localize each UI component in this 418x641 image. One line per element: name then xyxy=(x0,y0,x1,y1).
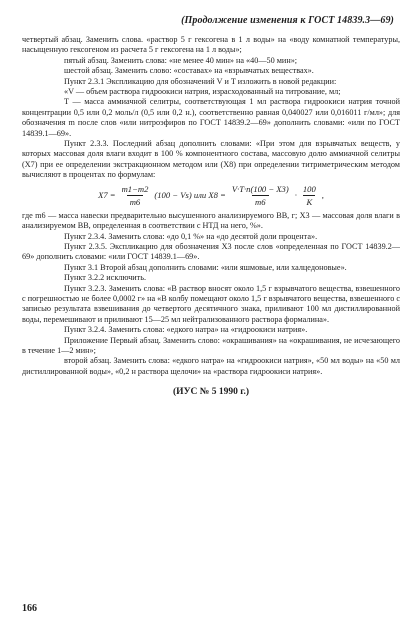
paragraph-7: Пункт 2.3.3. Последний абзац дополнить словами: «При этом для взрывчатых веществ, у которых массовая доля влаги входит в 100 % компонентного состава, массовую долю аммиачной селитры (X7) при ее определении экстракционном методом или (X8) при определении титриметрическим методом вычисляют в процентах по формулам: xyxy=(22,139,400,180)
paragraph-13: Пункт 3.2.3. Заменить слова: «В раствор вносят около 1,5 г взрывчатого вещества, взвешенного с погрешностью не более 0,0002 г» на «В колбу помещают около 1,5 г взрывчатого вещества, взвешенного с записью результата взвешивания до четвертого десятичного знака, приливают 100 мл дистиллированной воды, перемешивают и приливают 15—25 мл нейтрализованного раствора формалина». xyxy=(22,283,400,324)
formula-middle: (100 − Vs) или X8 = xyxy=(154,190,226,201)
document-body xyxy=(22,35,400,398)
paragraph-3: шестой абзац. Заменить слово: «составах» на «взрывчатых веществах». xyxy=(64,66,314,76)
fraction-3-numerator: 100 xyxy=(302,183,316,194)
fraction-1-denominator: m6 xyxy=(127,195,144,207)
fraction-1 xyxy=(119,184,152,208)
paragraph-15: Приложение Первый абзац. Заменить слово: «окрашивания» на «окрашивания, не исчезающего в течение 1—2 мин»; xyxy=(22,335,400,355)
paragraph-9: Пункт 2.3.4. Заменить слова: «до 0,1 %» на «до десятой доли процента». xyxy=(64,231,318,241)
formula-end: , xyxy=(321,190,324,201)
fraction-2-numerator: V·T·n(100 − X3) xyxy=(231,183,289,194)
paragraph-14: Пункт 3.2.4. Заменить слова: «едкого натра» на «гидроокиси натрия». xyxy=(64,325,308,335)
paragraph-4: Пункт 2.3.1 Экспликацию для обозначений V и T изложить в новой редакции: xyxy=(64,76,337,86)
formula-dot: · xyxy=(294,190,297,201)
page-number: 166 xyxy=(22,603,37,614)
fraction-2 xyxy=(229,184,292,208)
formula xyxy=(22,183,400,209)
paragraph-2: пятый абзац. Заменить слова: «не менее 40 мин» на «40—50 мин»; xyxy=(64,55,298,65)
paragraph-12: Пункт 3.2.2 исключить. xyxy=(64,273,147,283)
running-header: (Продолжение изменения к ГОСТ 14839.3—69) xyxy=(181,15,394,26)
fraction-2-denominator: m6 xyxy=(252,195,269,207)
source-note: (ИУС № 5 1990 г.) xyxy=(173,387,249,398)
formula-lhs: X7 = xyxy=(98,190,116,201)
paragraph-16: второй абзац. Заменить слова: «едкого натра» на «гидроокиси натрия», «50 мл воды» на «50 мл дистиллированной воды», «0,2 н раствора щелочи» на «раствора гидроокиси натрия». xyxy=(22,356,400,376)
paragraph-6: T — масса аммиачной селитры, соответствующая 1 мл раствора гидроокиси натрия точной концентрации 0,5 или 0,2 моль/л (0,5 или 0,2 н.), соответственно равная 0,040027 или 0,016011 г/мл»; для обозначения m после слов «или нитроэфиров по ГОСТ 14839.2—69» дополнить словами: «или по ГОСТ 14839.1—69». xyxy=(22,97,400,138)
paragraph-10: Пункт 2.3.5. Экспликацию для обозначения X3 после слов «определенная по ГОСТ 14839.2—69» дополнить словами: «или ГОСТ 14839.1—69». xyxy=(22,241,400,262)
fraction-3-denominator: K xyxy=(303,195,315,207)
paragraph-1: четвертый абзац. Заменить слова. «раствор 5 г гексогена в 1 л воды» на «воду комнатной температуры, насыщенную гексогеном из расчета 5 г гексогена на 1 л воды»; xyxy=(22,35,400,55)
paragraph-5: «V — объем раствора гидроокиси натрия, израсходованный на титрование, мл; xyxy=(64,87,341,97)
paragraph-11: Пункт 3.1 Второй абзац дополнить словами: «или яшмовые, или халцедоновые». xyxy=(64,262,347,272)
paragraph-8: где m6 — масса навески предварительно высушенного анализируемого ВВ, г; X3 — массовая доля влаги в анализируемом ВВ, определенная в соответствии с НТД на него, %». xyxy=(22,210,400,231)
fraction-3 xyxy=(300,184,319,208)
fraction-1-numerator: m1−m2 xyxy=(121,183,149,194)
